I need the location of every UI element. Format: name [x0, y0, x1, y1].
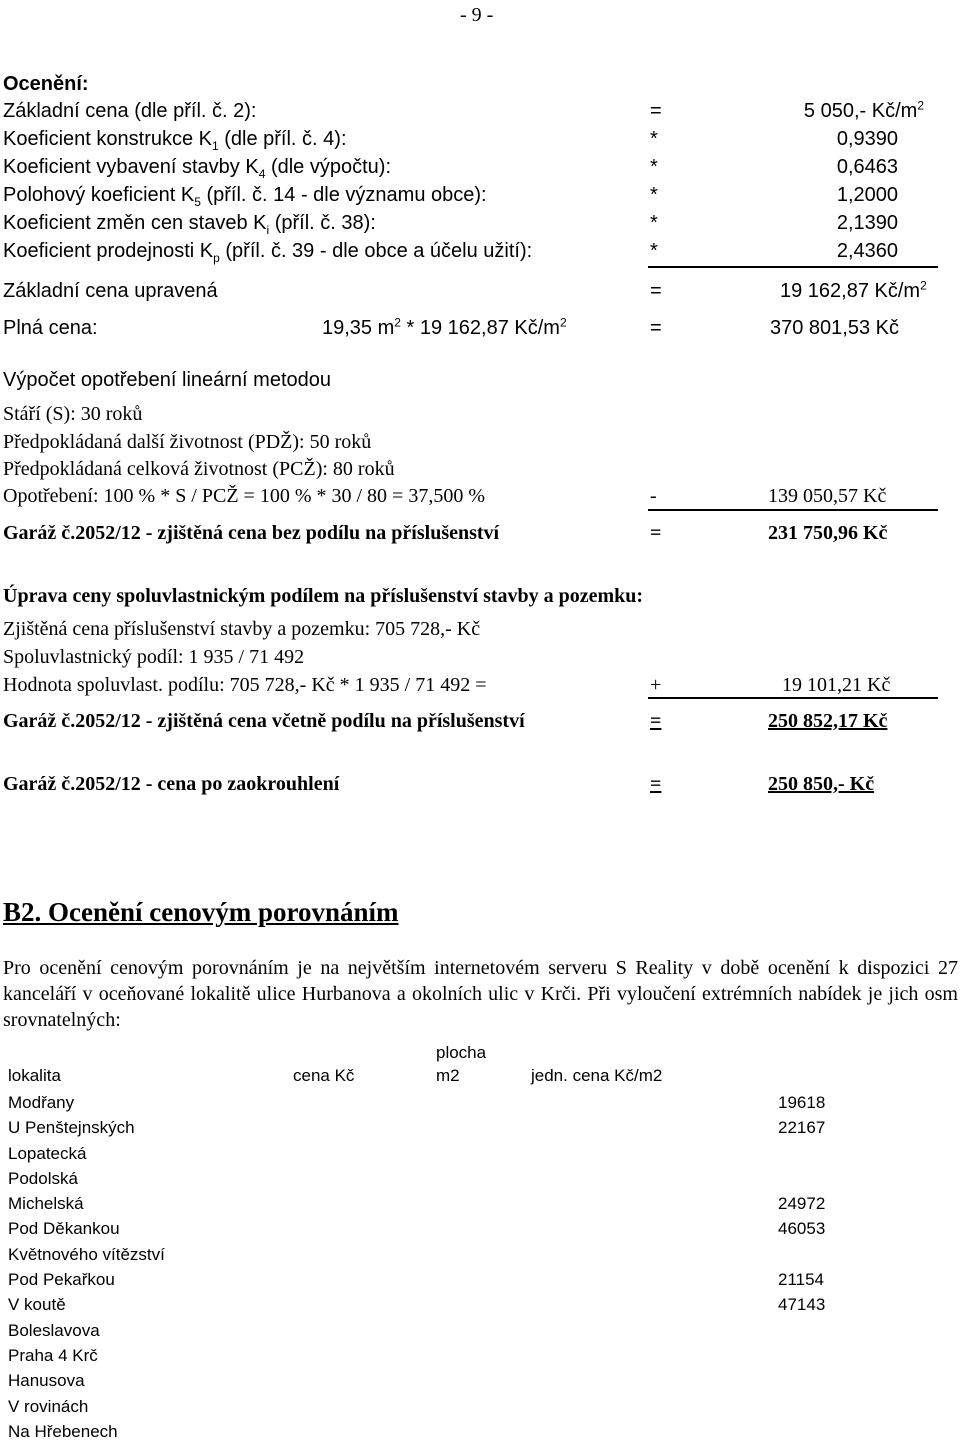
garage-price-op: = [650, 522, 662, 544]
calc-row-value: 5 050,- $Kč/m^2$ [803, 98, 924, 122]
calc-row-label: Základní cena (dle příl. č. 2): [3, 100, 257, 122]
adjusted-price-value: 19 162,87 $Kč/m^2$ [780, 278, 927, 302]
selected-price-cell: 22167 [778, 1118, 826, 1138]
locality-cell: Praha 4 Krč [8, 1345, 98, 1365]
share-line-2: Spoluvlastnický podíl: 1 935 / 71 492 [3, 646, 305, 668]
share-line-1: Zjištěná cena příslušenství stavby a pozemku: 705 728,- Kč [3, 618, 481, 640]
locality-cell: Lopatecká [8, 1143, 87, 1163]
calc-row-op: * [650, 156, 658, 178]
selected-price-cell: 19618 [778, 1093, 826, 1112]
adjusted-price-label: Základní cena upravená [3, 280, 218, 302]
adjusted-price-op: = [650, 280, 662, 302]
calc-row-value: 2,4360 [836, 240, 898, 262]
calc-row-op: * [650, 128, 658, 150]
sum-divider [648, 266, 938, 268]
section-heading: Ocenění: [3, 73, 89, 95]
depreciation-age: Stáří (S): 30 roků [3, 403, 143, 425]
calc-row-label: Koeficient konstrukce $K_1$ (dle příl. č. 4): [3, 128, 347, 153]
depreciation-divider [648, 509, 938, 511]
locality-cell: Podolská [8, 1168, 78, 1188]
header-locality: lokalita [8, 1066, 61, 1085]
calc-row-label: Polohový koeficient $K_5$ (příl. č. 14 - dle významu obce): [3, 184, 487, 209]
calc-row-op: * [650, 240, 658, 262]
calc-row-label: Koeficient vybavení stavby $K_4$ (dle výpočtu): [3, 156, 391, 181]
locality-cell: Na Hřebenech [8, 1421, 118, 1441]
calc-row-op: * [650, 184, 658, 206]
garage-price-value: 231 750,96 Kč [768, 522, 888, 544]
locality-cell: Hanusova [8, 1371, 85, 1391]
depreciation-remaining: Předpokládaná další životnost (PDŽ): 50 roků [3, 431, 372, 453]
header-area: m2 [436, 1066, 460, 1085]
selected-price-cell: 21154 [778, 1270, 825, 1290]
calc-row-value: 0,6463 [836, 156, 898, 178]
depreciation-op: - [650, 485, 657, 507]
full-price-value: 370 801,53 Kč [770, 317, 899, 339]
selected-price-cell: 24972 [778, 1194, 826, 1214]
locality-cell: V rovinách [8, 1396, 89, 1416]
depreciation-total: Předpokládaná celková životnost (PCŽ): 80 roků [3, 458, 395, 480]
garage-total-label: Garáž č.2052/12 - zjištěná cena včetně podílu na příslušenství [3, 710, 525, 732]
section-b2-paragraph: Pro ocenění cenovým porovnáním je na největším internetovém serveru S Reality v době ocenění k dispozici 27 kanceláří v oceňované lokalitě ulice Hurbanova a okolních ulic v Krči. Při vyloučení extrémních nabídek je jich osm srovnatelných: [3, 957, 958, 1031]
share-value: 19 101,21 Kč [782, 674, 891, 696]
depreciation-value: 139 050,57 Kč [768, 485, 887, 507]
full-price-formula: 19,35 $m^2 * 19$ 162,87 $Kč/m^2$ [322, 315, 567, 339]
full-price-op: = [650, 317, 662, 339]
calc-row-value: 2,1390 [836, 212, 898, 234]
selected-price-cell: 46053 [778, 1219, 826, 1239]
full-price-label: Plná cena: [3, 317, 98, 339]
depreciation-calc: Opotřebení: 100 % * S / PCŽ = 100 % * 30 / 80 = 37,500 % [3, 485, 485, 507]
page-number: - 9 - [460, 4, 494, 26]
section-b2-title: B2. Ocenění cenovým porovnáním [3, 897, 399, 927]
locality-cell: Michelská [8, 1194, 84, 1214]
share-title: Úprava ceny spoluvlastnickým podílem na příslušenství stavby a pozemku: [3, 585, 644, 607]
garage-rounded-value: 250 850,- Kč [768, 773, 875, 795]
calc-row-label: Koeficient změn cen staveb $K_i$ (příl. č. 38): [3, 212, 376, 237]
share-divider [648, 697, 938, 699]
calc-row-label: Koeficient prodejnosti $K_p$ (příl. č. 39 - dle obce a účelu užití): [3, 240, 533, 265]
share-line-3: Hodnota spoluvlast. podílu: 705 728,- Kč * 1 935 / 71 492 = [3, 674, 487, 696]
locality-cell: Boleslavova [8, 1320, 100, 1340]
garage-rounded-op: = [650, 773, 662, 795]
header-area-top: plocha [436, 1043, 487, 1062]
calc-row-op: = [650, 100, 662, 122]
garage-rounded-label: Garáž č.2052/12 - cena po zaokrouhlení [3, 773, 340, 795]
garage-total-value: 250 852,17 Kč [768, 710, 888, 732]
depreciation-title: Výpočet opotřebení lineární metodou [3, 369, 331, 391]
locality-cell: Pod Pekařkou [8, 1270, 115, 1290]
locality-cell: U Penštejnských [8, 1118, 135, 1138]
locality-cell: Pod Děkankou [8, 1219, 120, 1239]
header-price: cena Kč [293, 1066, 355, 1085]
locality-cell: V koutě [8, 1295, 66, 1315]
calc-row-value: 1,2000 [836, 184, 898, 206]
locality-cell: Květnového vítězství [8, 1244, 165, 1264]
calc-row-value: 0,9390 [836, 128, 898, 150]
header-unit-price: jedn. cena Kč/m2 [531, 1066, 663, 1085]
share-op: + [650, 674, 662, 696]
garage-total-op: = [650, 710, 662, 732]
locality-cell: Modřany [8, 1093, 75, 1112]
calc-row-op: * [650, 212, 658, 234]
garage-price-label: Garáž č.2052/12 - zjištěná cena bez podílu na příslušenství [3, 522, 500, 544]
selected-price-cell: 47143 [778, 1295, 826, 1315]
